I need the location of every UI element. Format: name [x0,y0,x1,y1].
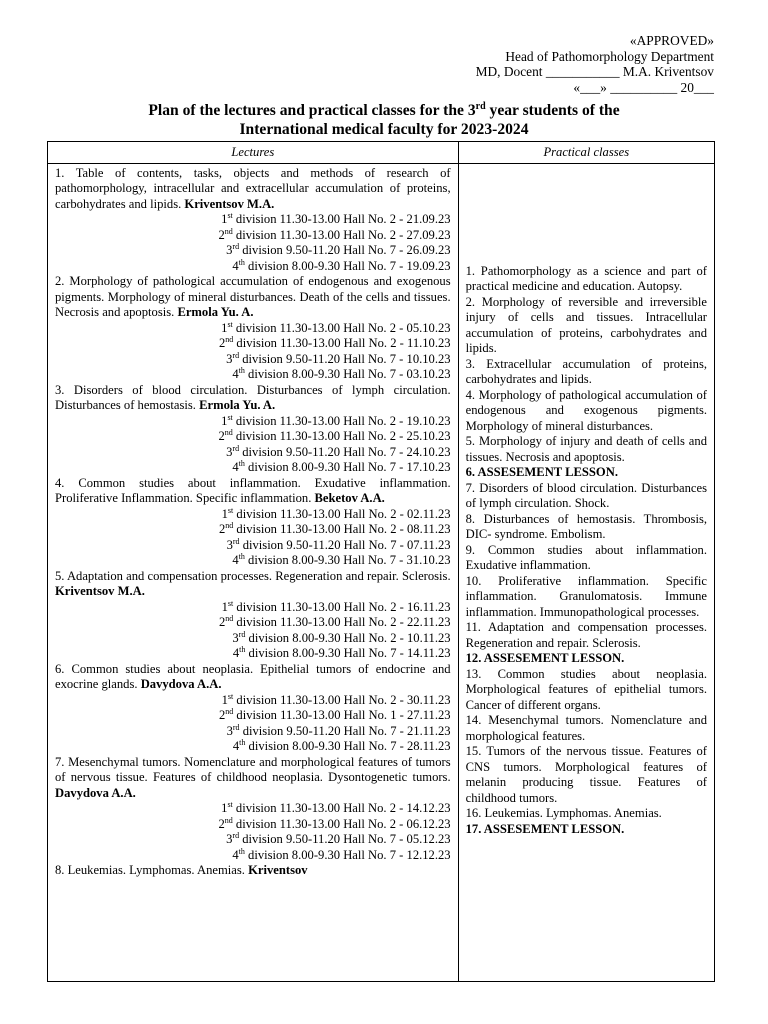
division-schedule-line [55,429,451,445]
division-schedule-line [55,212,451,228]
practical-class-item: 7. Disorders of blood circulation. Disturbances of lymph circulation. Shock. [465,480,707,510]
division-time-hall-date: division 8.00-9.30 Hall No. 2 - 10.11.23 [245,630,451,645]
practical-class-item: 10. Proliferative inflammation. Specific inflammation. Granulomatosis. Immune inflammation. Immunopathological processes. [465,573,707,619]
practical-top-spacer [466,164,707,264]
division-time-hall-date: division 9.50-11.20 Hall No. 7 - 24.10.23 [239,444,451,459]
division-schedule-line [55,352,451,368]
division-time-hall-date: division 9.50-11.20 Hall No. 7 - 26.09.23 [239,243,451,257]
division-ordinal-suffix: th [239,644,246,654]
division-ordinal-suffix: rd [232,830,240,840]
division-schedule-line [55,708,451,724]
lecturer-name: Ermola Yu. A. [177,305,254,319]
division-number: 4 [232,258,239,273]
lecture-entry [55,863,451,879]
division-number: 1 [221,413,228,428]
lectures-cell [48,163,459,981]
lecture-topic [55,274,451,321]
header-practical-classes: Practical classes [458,142,714,164]
approval-position: Head of Pathomorphology Department [505,48,714,64]
division-schedule-line [55,538,451,554]
division-number: 1 [221,506,228,521]
division-number: 2 [218,522,226,536]
lecture-topic-text: 8. Leukemias. Lymphomas. Anemias. [55,863,245,877]
document-title [0,101,768,139]
division-ordinal-suffix: nd [225,520,234,530]
lecture-topic-text: 2. Morphology of pathological accumulation of endogenous and exogenous pigments. Morphology of mineral disturbances. Death of the cells and tissues. Necrosis and apoptosis. [55,274,451,319]
division-number: 4 [232,367,239,381]
practical-class-item: 14. Mesenchymal tumors. Nomenclature and morphological features. [465,713,707,743]
division-number: 4 [232,460,239,474]
division-ordinal-suffix: th [238,257,245,267]
division-number: 1 [221,320,228,335]
division-schedule-line [55,615,451,631]
division-number: 1 [221,599,228,614]
division-schedule-line [55,228,451,244]
practical-class-item: 3. Extracellular accumulation of proteins, carbohydrates and lipids. [465,356,707,386]
lecturer-name: Ermola Yu. A. [199,398,276,412]
lecture-entry [55,662,451,755]
division-ordinal-suffix: th [238,551,245,561]
division-ordinal-suffix: th [238,365,245,375]
division-time-hall-date: division 11.30-13.00 Hall No. 1 - 27.11.23 [233,708,451,722]
division-schedule-line [55,522,451,538]
division-schedule-line [55,367,451,383]
division-number: 1 [221,692,228,707]
division-number: 3 [226,723,233,738]
lecturer-name: Kriventsov [248,863,308,877]
division-ordinal-suffix: rd [232,536,240,546]
division-time-hall-date: division 11.30-13.00 Hall No. 2 - 30.11.23 [233,692,451,707]
division-time-hall-date: division 11.30-13.00 Hall No. 2 - 08.11.23 [233,522,451,536]
division-schedule-line [55,801,451,817]
plan-table [47,141,715,982]
division-number: 3 [226,444,233,459]
practical-class-item: 1. Pathomorphology as a science and part of practical medicine and education. Autopsy. [465,263,707,293]
lecturer-name: Kriventsov M.A. [184,196,275,211]
division-time-hall-date: division 11.30-13.00 Hall No. 2 - 22.11.23 [233,615,451,629]
assessment-lesson-item: 6. ASSESEMENT LESSON. [465,465,618,479]
division-time-hall-date: division 9.50-11.20 Hall No. 7 - 21.11.23 [239,723,451,738]
division-number: 3 [226,537,233,552]
table-body-row [48,163,715,981]
lecture-topic [55,662,451,693]
title-line-1-sup: rd [475,100,486,112]
division-number: 1 [221,212,228,226]
division-ordinal-suffix: nd [224,815,233,825]
lecturer-name: Davydova A.A. [140,677,222,691]
division-schedule-line [55,832,451,848]
division-number: 2 [218,708,226,722]
division-schedule-line [55,848,451,864]
division-ordinal-suffix: st [227,505,234,515]
division-time-hall-date: division 11.30-13.00 Hall No. 2 - 02.11.23 [233,506,451,521]
approval-date-line: «___» __________ 20___ [573,79,714,95]
title-line-2: International medical faculty for 2023-2024 [239,121,529,138]
division-number: 3 [226,243,233,257]
division-schedule-line [55,259,451,275]
division-ordinal-suffix: st [227,598,234,608]
lecture-topic [55,863,451,879]
division-number: 4 [232,847,239,862]
division-ordinal-suffix: st [227,799,233,809]
lecture-topic [55,166,451,213]
division-time-hall-date: division 8.00-9.30 Hall No. 7 - 19.09.23 [244,258,451,273]
division-schedule-line [55,631,451,647]
lecture-entry [55,274,451,383]
division-ordinal-suffix: rd [232,241,240,251]
division-schedule-line [55,600,451,616]
division-schedule-line [55,646,451,662]
division-schedule-line [55,460,451,476]
division-schedule-line [55,693,451,709]
division-time-hall-date: division 11.30-13.00 Hall No. 2 - 21.09.23 [232,212,451,226]
division-time-hall-date: division 9.50-11.20 Hall No. 7 - 07.11.23 [239,537,451,552]
title-line-1 [0,101,768,120]
division-ordinal-suffix: st [227,210,233,220]
practical-class-item: 9. Common studies about inflammation. Exudative inflammation. [465,542,707,572]
lecture-entry [55,166,451,275]
division-schedule-line [55,336,451,352]
division-time-hall-date: division 8.00-9.30 Hall No. 7 - 31.10.23 [244,553,451,567]
division-time-hall-date: division 11.30-13.00 Hall No. 2 - 19.10.23 [232,413,451,428]
division-ordinal-suffix: rd [232,350,240,360]
assessment-lesson-item: 12. ASSESEMENT LESSON. [465,651,625,665]
title-line-1-post: year students of the [485,102,620,119]
division-number: 2 [218,336,226,350]
approval-stamp: «APPROVED» [629,33,714,48]
division-time-hall-date: division 9.50-11.20 Hall No. 7 - 05.12.23 [239,832,451,846]
practical-class-item: 16. Leukemias. Lymphomas. Anemias. [465,806,662,820]
lecture-topic-text: 1. Table of contents, tasks, objects and methods of research of pathomorphology, intracellular and extracellular accumulation of proteins, carbohydrates and lipids. [55,165,451,211]
lecture-entry [55,476,451,569]
lecturer-name: Beketov A.A. [314,491,385,505]
lecture-topic-text: 3. Disorders of blood circulation. Disturbances of lymph circulation. Disturbances of hemostasis. [55,382,451,412]
division-schedule-line [55,445,451,461]
division-ordinal-suffix: st [227,319,233,329]
practical-class-item: 15. Tumors of the nervous tissue. Features of CNS tumors. Morphological features of melanin producing tissue. Features of childhood tumors. [465,744,707,805]
division-number: 2 [218,615,226,629]
division-number: 3 [226,832,233,846]
lecture-entry [55,755,451,864]
lecture-topic-text: 6. Common studies about neoplasia. Epithelial tumors of endocrine and exocrine glands. [55,661,451,691]
lecture-topic [55,383,451,414]
table-header-row [48,142,715,164]
division-number: 3 [232,630,239,645]
lecture-topic [55,569,451,600]
division-time-hall-date: division 11.30-13.00 Hall No. 2 - 25.10.23 [232,429,451,443]
division-schedule-line [55,507,451,523]
lecture-topic-text: 5. Adaptation and compensation processes. Regeneration and repair. Sclerosis. [55,568,451,583]
lecture-entry [55,569,451,662]
division-time-hall-date: division 11.30-13.00 Hall No. 2 - 16.11.23 [233,599,451,614]
division-ordinal-suffix: th [238,846,245,856]
division-ordinal-suffix: th [238,458,245,468]
division-number: 4 [232,739,240,753]
division-time-hall-date: division 11.30-13.00 Hall No. 2 - 06.12.23 [232,816,451,831]
division-number: 2 [218,227,225,242]
division-time-hall-date: division 11.30-13.00 Hall No. 2 - 27.09.23 [232,227,451,242]
division-time-hall-date: division 8.00-9.30 Hall No. 7 - 17.10.23 [244,460,451,474]
lecture-topic-text: 7. Mesenchymal tumors. Nomenclature and morphological features of tumors of nervous tissue. Features of childhood neoplasia. Dysontogenetic tumors. [55,754,451,784]
division-time-hall-date: division 11.30-13.00 Hall No. 2 - 05.10.23 [232,320,451,335]
division-schedule-line [55,724,451,740]
division-schedule-line [55,817,451,833]
lecture-topic [55,755,451,802]
practical-class-item: 5. Morphology of injury and death of cells and tissues. Necrosis and apoptosis. [465,434,707,464]
approval-signer: MD, Docent ___________ M.A. Kriventsov [475,64,714,80]
practical-class-item: 11. Adaptation and compensation processes. Regeneration and repair. Sclerosis. [465,620,707,650]
lecture-topic-text: 4. Common studies about inflammation. Exudative inflammation. Proliferative Inflammation. Specific inflammation. [55,475,451,505]
division-time-hall-date: division 11.30-13.00 Hall No. 2 - 14.12.23 [232,801,451,815]
division-number: 4 [232,646,240,660]
title-line-1-pre: Plan of the lectures and practical classes for the 3 [148,102,476,119]
division-ordinal-suffix: nd [225,613,234,623]
division-schedule-line [55,321,451,337]
division-number: 1 [221,801,228,815]
lecture-entry [55,383,451,476]
division-ordinal-suffix: rd [238,629,246,639]
practical-classes-cell [458,163,714,981]
lecture-topic [55,476,451,507]
division-time-hall-date: division 11.30-13.00 Hall No. 2 - 11.10.23 [233,336,451,350]
division-ordinal-suffix: st [227,412,233,422]
division-time-hall-date: division 8.00-9.30 Hall No. 7 - 14.11.23 [245,646,451,660]
division-ordinal-suffix: nd [225,706,234,716]
division-time-hall-date: division 8.00-9.30 Hall No. 7 - 03.10.23 [244,367,451,381]
division-schedule-line [55,243,451,259]
approval-block [476,33,714,95]
division-schedule-line [55,553,451,569]
division-ordinal-suffix: nd [224,226,233,236]
division-schedule-line [55,414,451,430]
division-ordinal-suffix: rd [232,443,240,453]
division-number: 3 [226,351,233,366]
practical-class-item: 4. Morphology of pathological accumulation of endogenous and exogenous pigments. Morphology of mineral disturbances. [465,387,707,433]
assessment-lesson-item: 17. ASSESEMENT LESSON. [465,821,625,836]
division-ordinal-suffix: rd [232,722,240,732]
division-number: 2 [218,429,225,443]
practical-class-item: 13. Common studies about neoplasia. Morphological features of epithelial tumors. Cancer of different organs. [465,666,707,712]
division-ordinal-suffix: nd [225,334,234,344]
header-lectures: Lectures [48,142,459,164]
division-ordinal-suffix: st [227,691,234,701]
division-schedule-line [55,739,451,755]
division-time-hall-date: division 8.00-9.30 Hall No. 7 - 12.12.23 [244,847,451,862]
lecturer-name: Davydova A.A. [55,785,136,800]
division-time-hall-date: division 8.00-9.30 Hall No. 7 - 28.11.23 [245,739,451,753]
division-time-hall-date: division 9.50-11.20 Hall No. 7 - 10.10.23 [239,351,451,366]
lecturer-name: Kriventsov M.A. [55,584,145,598]
division-number: 4 [232,553,239,567]
division-ordinal-suffix: nd [224,427,233,437]
division-ordinal-suffix: th [239,737,246,747]
practical-class-item: 2. Morphology of reversible and irreversible injury of cells and tissues. Intracellular accumulation of proteins, carbohydrates and lipids. [465,294,707,355]
division-number: 2 [218,816,225,831]
practical-class-item: 8. Disturbances of hemostasis. Thrombosis, DIC- syndrome. Embolism. [465,511,707,541]
